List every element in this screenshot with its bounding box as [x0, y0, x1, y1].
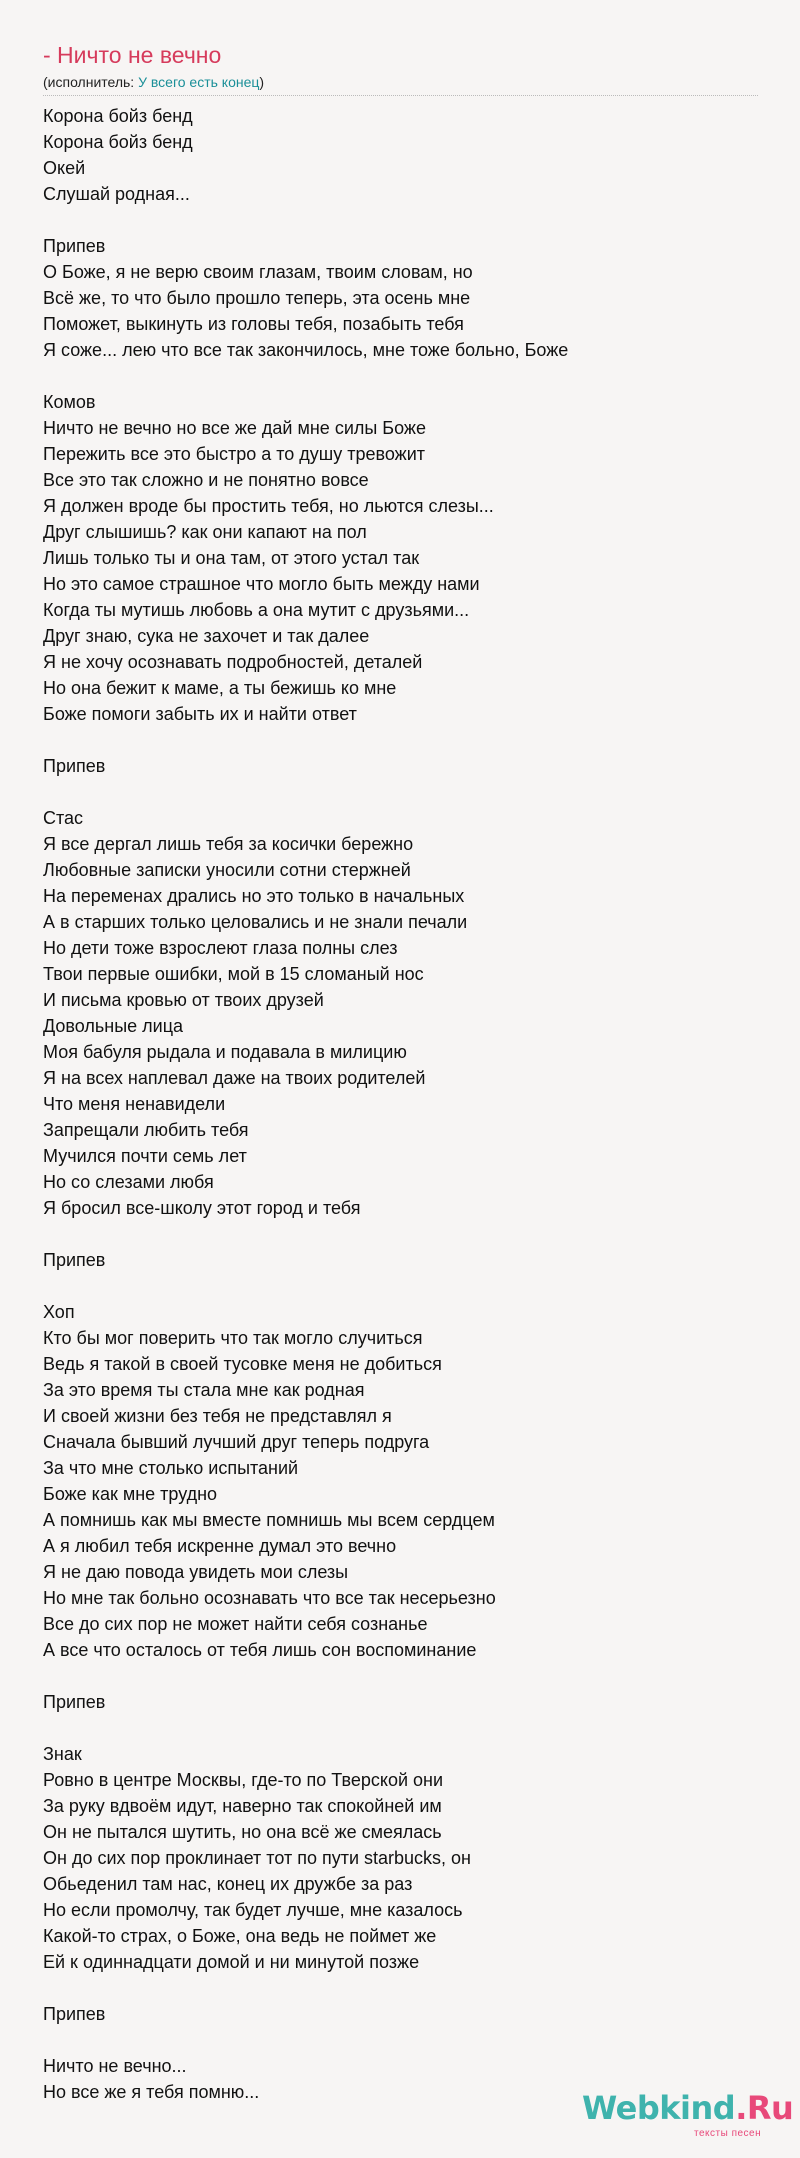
logo-main-text: Webkind [582, 2089, 736, 2127]
blank-line [43, 363, 763, 389]
lyric-line: Корона бойз бенд [43, 106, 193, 126]
lyric-line: Стас [43, 808, 84, 828]
lyric-line: А в старших только целовались и не знали печали [43, 912, 468, 932]
lyric-line: Я на всех наплевал даже на твоих родителей [43, 1068, 426, 1088]
lyric-line: Кто бы мог поверить что так могло случиться [43, 1328, 423, 1348]
song-title: - Ничто не вечно [43, 42, 222, 68]
lyric-line: И своей жизни без тебя не представлял я [43, 1406, 392, 1426]
lyric-line: Я все дергал лишь тебя за косички бережно [43, 834, 414, 854]
lyric-line: Но это самое страшное что могло быть между нами [43, 574, 480, 594]
lyric-line: Я не хочу осознавать подробностей, деталей [43, 652, 423, 672]
lyric-line: Ничто не вечно но все же дай мне силы Боже [43, 418, 426, 438]
blank-line [43, 1715, 763, 1741]
lyric-line: За это время ты стала мне как родная [43, 1380, 365, 1400]
lyric-line: Друг знаю, сука не захочет и так далее [43, 626, 370, 646]
lyric-line: Припев [43, 756, 106, 776]
lyric-line: О Боже, я не верю своим глазам, твоим словам, но [43, 262, 473, 282]
lyric-line: Ведь я такой в своей тусовке меня не добиться [43, 1354, 442, 1374]
logo-tld: .Ru [735, 2089, 794, 2127]
header-divider [43, 95, 758, 96]
blank-line [43, 207, 763, 233]
lyric-line: Но она бежит к маме, а ты бежишь ко мне [43, 678, 397, 698]
lyric-line: Боже помоги забыть их и найти ответ [43, 704, 357, 724]
lyric-line: Припев [43, 236, 106, 256]
blank-line [43, 1273, 763, 1299]
lyric-line: Все это так сложно и не понятно вовсе [43, 470, 369, 490]
artist-link[interactable]: У всего есть конец [138, 74, 260, 90]
blank-line [43, 1221, 763, 1247]
blank-line [43, 727, 763, 753]
blank-line [43, 2027, 763, 2053]
lyrics-text [43, 103, 763, 2105]
lyric-line: Ровно в центре Москвы, где-то по Тверской они [43, 1770, 444, 1790]
lyric-line: Ей к одиннадцати домой и ни минутой позже [43, 1952, 420, 1972]
lyric-line: А все что осталось от тебя лишь сон воспоминание [43, 1640, 477, 1660]
lyric-line: Всё же, то что было прошло теперь, эта осень мне [43, 288, 471, 308]
lyric-line: Поможет, выкинуть из головы тебя, позабыть тебя [43, 314, 464, 334]
lyric-line: Но если промолчу, так будет лучше, мне казалось [43, 1900, 463, 1920]
lyric-line: А я любил тебя искренне думал это вечно [43, 1536, 397, 1556]
lyric-line: Я должен вроде бы простить тебя, но льются слезы... [43, 496, 494, 516]
lyric-line: Я бросил все-школу этот город и тебя [43, 1198, 361, 1218]
lyric-line: Комов [43, 392, 96, 412]
lyric-line: Все до сих пор не может найти себя сознанье [43, 1614, 428, 1634]
lyric-line: Но мне так больно осознавать что все так несерьезно [43, 1588, 496, 1608]
lyric-line: Довольные лица [43, 1016, 184, 1036]
lyric-line: Пережить все это быстро а то душу тревожит [43, 444, 425, 464]
blank-line [43, 1975, 763, 2001]
lyric-line: А помнишь как мы вместе помнишь мы всем сердцем [43, 1510, 495, 1530]
lyric-line: Знак [43, 1744, 82, 1764]
lyric-line: Окей [43, 158, 86, 178]
lyric-line: И письма кровью от твоих друзей [43, 990, 324, 1010]
blank-line [43, 779, 763, 805]
lyric-line: Какой-то страх, о Боже, она ведь не поймет же [43, 1926, 437, 1946]
lyric-line: Ничто не вечно... [43, 2056, 187, 2076]
lyric-line: Припев [43, 2004, 106, 2024]
blank-line [43, 1663, 763, 1689]
lyric-line: Он не пытался шутить, но она всё же смеялась [43, 1822, 442, 1842]
lyric-line: Но дети тоже взрослеют глаза полны слез [43, 938, 398, 958]
lyric-line: Боже как мне трудно [43, 1484, 218, 1504]
lyric-line: Что меня ненавидели [43, 1094, 226, 1114]
lyric-line: Слушай родная... [43, 184, 190, 204]
lyric-line: За руку вдвоём идут, наверно так спокойней им [43, 1796, 442, 1816]
lyric-line: Твои первые ошибки, мой в 15 сломаный нос [43, 964, 424, 984]
artist-suffix: ) [259, 74, 265, 90]
lyric-line: Любовные записки уносили сотни стержней [43, 860, 411, 880]
lyric-line: За что мне столько испытаний [43, 1458, 299, 1478]
lyric-line: Сначала бывший лучший друг теперь подруга [43, 1432, 430, 1452]
logo-wordmark [582, 2088, 793, 2128]
lyric-line: Я соже... лею что все так закончилось, мне тоже больно, Боже [43, 340, 569, 360]
artist-prefix: (исполнитель: [43, 74, 139, 90]
lyric-line: Лишь только ты и она там, от этого устал так [43, 548, 420, 568]
lyric-line: Но все же я тебя помню... [43, 2082, 260, 2102]
lyric-line: Корона бойз бенд [43, 132, 193, 152]
lyric-line: Припев [43, 1250, 106, 1270]
lyric-line: Но со слезами любя [43, 1172, 214, 1192]
lyric-line: Обьеденил там нас, конец их дружбе за раз [43, 1874, 413, 1894]
lyric-line: Хоп [43, 1302, 75, 1322]
lyric-line: Друг слышишь? как они капают на пол [43, 522, 367, 542]
lyric-line: Припев [43, 1692, 106, 1712]
lyric-line: Моя бабуля рыдала и подавала в милицию [43, 1042, 407, 1062]
song-header [43, 40, 758, 91]
lyric-line: Запрещали любить тебя [43, 1120, 249, 1140]
artist-line [43, 73, 758, 91]
lyric-line: Когда ты мутишь любовь а она мутит с друзьями... [43, 600, 470, 620]
lyric-line: Мучился почти семь лет [43, 1146, 247, 1166]
logo-tagline: тексты песен [694, 2128, 762, 2139]
lyric-line: Я не даю повода увидеть мои слезы [43, 1562, 349, 1582]
lyric-line: Он до сих пор проклинает тот по пути starbucks, он [43, 1848, 471, 1868]
lyric-line: На переменах дрались но это только в начальных [43, 886, 465, 906]
webkind-logo[interactable] [582, 2088, 794, 2140]
